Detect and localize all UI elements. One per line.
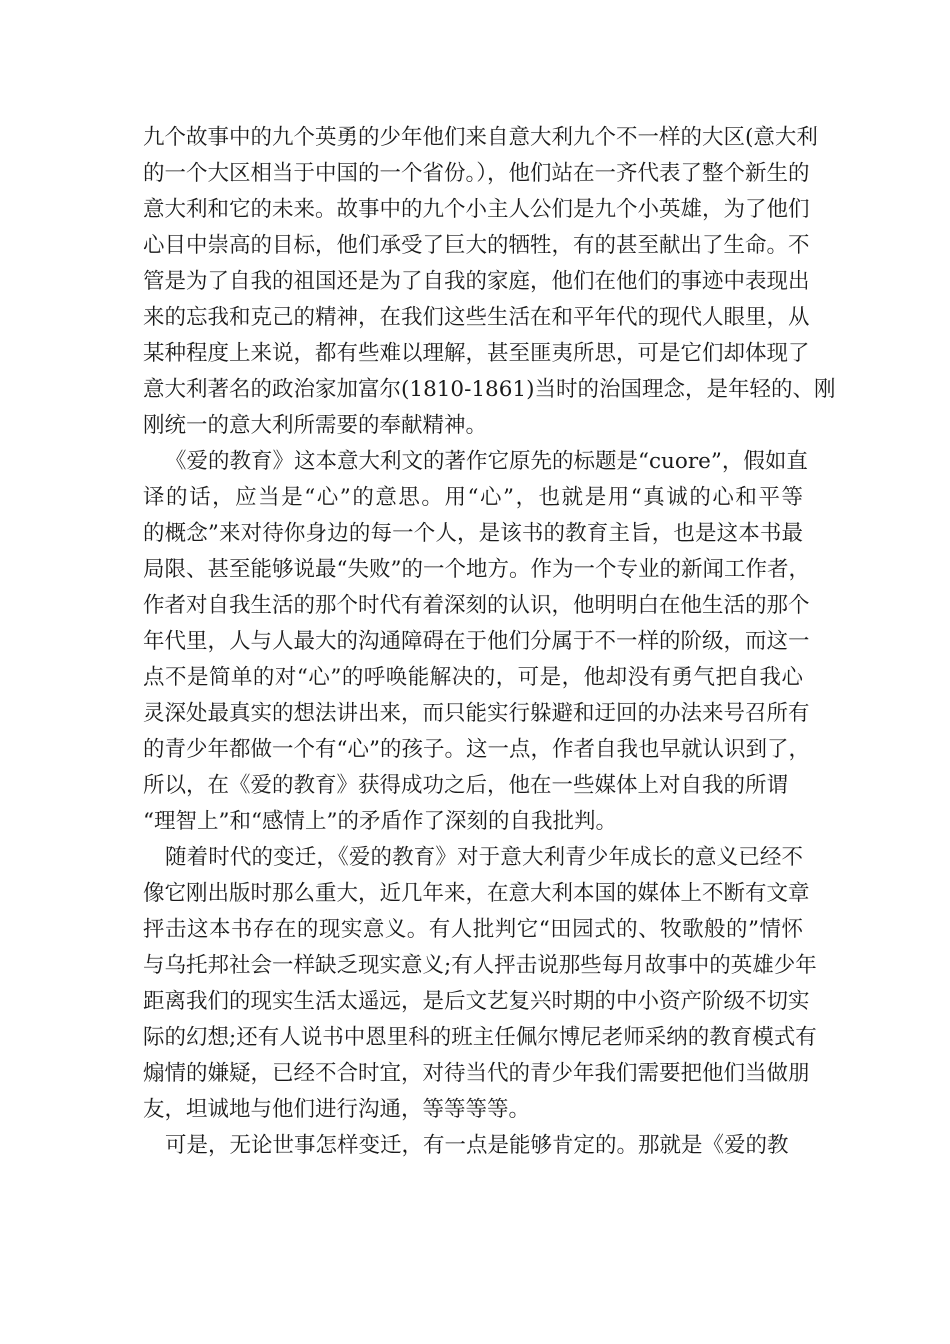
document-body [143, 120, 836, 1164]
text-line: 年代里，人与人最大的沟通障碍在于他们分属于不一样的阶级，而这一 [143, 629, 810, 654]
text-line: 友，坦诚地与他们进行沟通，等等等等。 [143, 1097, 531, 1122]
text-line: 意大利和它的未来。故事中的九个小主人公们是九个小英雄，为了他们 [143, 197, 810, 222]
text-line: 意大利著名的政治家加富尔(1810-1861)当时的治国理念，是年轻的、刚 [143, 377, 836, 402]
text-line: 局限、甚至能够说最“失败”的一个地方。作为一个专业的新闻工作者， [143, 557, 810, 582]
text-line: 来的忘我和克己的精神，在我们这些生活在和平年代的现代人眼里，从 [143, 305, 810, 330]
text-line: 心目中崇高的目标，他们承受了巨大的牺牲，有的甚至献出了生命。不 [143, 233, 810, 258]
text-line: 的青少年都做一个有“心”的孩子。这一点，作者自我也早就认识到了， [143, 737, 810, 762]
text-line: 某种程度上来说，都有些难以理解，甚至匪夷所思，可是它们却体现了 [143, 341, 810, 366]
text-line: 距离我们的现实生活太遥远，是后文艺复兴时期的中小资产阶级不切实 [143, 989, 810, 1014]
text-line: 可是，无论世事怎样变迁，有一点是能够肯定的。那就是《爱的教 [165, 1133, 789, 1158]
text-line: 灵深处最真实的想法讲出来，而只能实行躲避和迂回的办法来号召所有 [143, 701, 810, 726]
text-line: 际的幻想;还有人说书中恩里科的班主任佩尔博尼老师采纳的教育模式有 [143, 1025, 817, 1050]
text-line: 像它刚出版时那么重大，近几年来，在意大利本国的媒体上不断有文章 [143, 881, 810, 906]
text-line: “理智上”和“感情上”的矛盾作了深刻的自我批判。 [143, 809, 617, 834]
text-line: 点不是简单的对“心”的呼唤能解决的，可是，他却没有勇气把自我心 [143, 665, 803, 690]
text-line: 九个故事中的九个英勇的少年他们来自意大利九个不一样的大区(意大利 [143, 125, 818, 150]
text-line: 刚统一的意大利所需要的奉献精神。 [143, 413, 488, 438]
text-line: 的概念”来对待你身边的每一个人，是该书的教育主旨，也是这本书最 [143, 521, 803, 546]
text-line: 译的话，应当是“心”的意思。用“心”，也就是用“真诚的心和平等 [143, 485, 803, 510]
text-line: 抨击这本书存在的现实意义。有人批判它“田园式的、牧歌般的”情怀 [143, 917, 803, 942]
text-line: 煽情的嫌疑，已经不合时宜，对待当代的青少年我们需要把他们当做朋 [143, 1061, 810, 1086]
text-line: 《爱的教育》这本意大利文的著作它原先的标题是“cuore”，假如直 [165, 449, 808, 474]
text-line: 的一个大区相当于中国的一个省份。），他们站在一齐代表了整个新生的 [143, 161, 810, 186]
text-line: 管是为了自我的祖国还是为了自我的家庭，他们在他们的事迹中表现出 [143, 269, 810, 294]
text-line: 随着时代的变迁，《爱的教育》对于意大利青少年成长的意义已经不 [165, 845, 803, 870]
text-line: 与乌托邦社会一样缺乏现实意义;有人抨击说那些每月故事中的英雄少年 [143, 953, 817, 978]
text-line: 作者对自我生活的那个时代有着深刻的认识，他明明白在他生活的那个 [143, 593, 810, 618]
text-line: 所以，在《爱的教育》获得成功之后，他在一些媒体上对自我的所谓 [143, 773, 789, 798]
